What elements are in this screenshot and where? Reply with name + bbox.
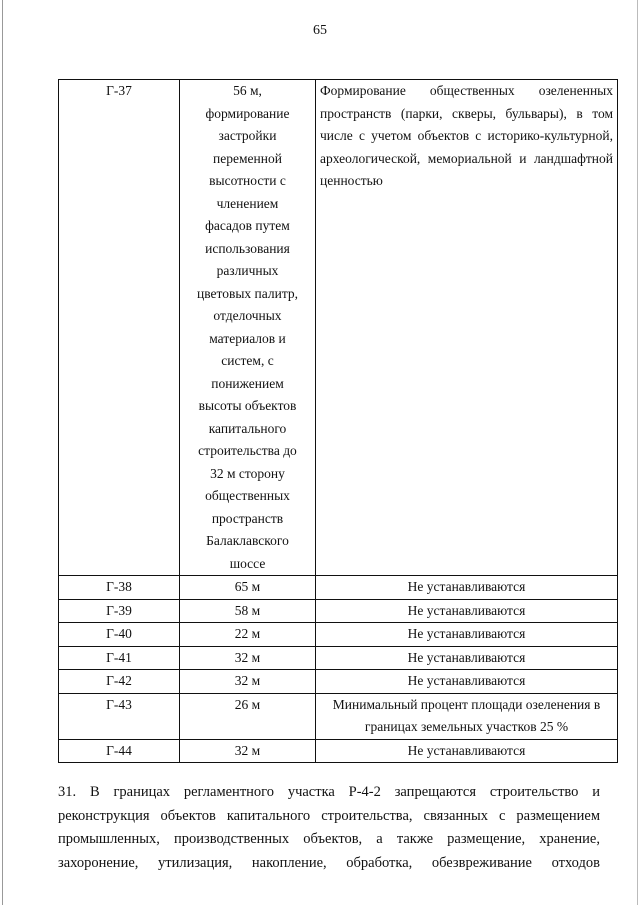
table-row xyxy=(59,739,618,763)
table-row xyxy=(59,623,618,647)
paragraph-line: реконструкция объектов капитального строительства, связанных с размещением xyxy=(58,807,600,824)
height-limit: 32 м xyxy=(180,670,316,694)
paragraph-line: промышленных, производственных объектов, а также размещение, хранение, xyxy=(58,831,600,847)
zone-code: Г-39 xyxy=(59,599,180,623)
table-row xyxy=(59,693,618,739)
greening-requirement: Не устанавливаются xyxy=(316,576,618,600)
zone-code: Г-37 xyxy=(59,80,180,576)
greening-requirement: Не устанавливаются xyxy=(316,670,618,694)
scan-border-right xyxy=(637,0,638,905)
greening-requirement: Минимальный процент площади озеленения в границах земельных участков 25 % xyxy=(316,693,618,739)
table-row xyxy=(59,599,618,623)
table-row xyxy=(59,646,618,670)
zone-code: Г-44 xyxy=(59,739,180,763)
greening-requirement: Формирование общественных озелененных пространств (парки, скверы, бульвары), в том числе с учетом объектов с историко-культурной, археологической, мемориальной и ландшафтной ценностью xyxy=(316,80,618,576)
zone-code: Г-41 xyxy=(59,646,180,670)
zone-code: Г-42 xyxy=(59,670,180,694)
zone-code: Г-40 xyxy=(59,623,180,647)
scan-border-left xyxy=(2,0,3,905)
height-limit: 32 м xyxy=(180,646,316,670)
height-limit: 32 м xyxy=(180,739,316,763)
paragraph-line: 31. В границах регламентного участка Р-4-2 запрещаются строительство и xyxy=(58,784,600,800)
height-limit: 65 м xyxy=(180,576,316,600)
greening-requirement: Не устанавливаются xyxy=(316,739,618,763)
greening-requirement: Не устанавливаются xyxy=(316,599,618,623)
greening-requirement: Не устанавливаются xyxy=(316,646,618,670)
paragraph-line: захоронение, утилизация, накопление, обработка, обезвреживание отходов xyxy=(58,854,600,871)
greening-requirement: Не устанавливаются xyxy=(316,623,618,647)
height-limit: 56 м, формирование застройки переменной высотности с членением фасадов путем использования различных цветовых палитр, отделочных материалов и систем, с понижением высоты объектов капитального строительства до 32 м сторону общественных пространств Балаклавского шоссе xyxy=(180,80,316,576)
paragraph-31 xyxy=(58,781,600,875)
zone-code: Г-43 xyxy=(59,693,180,739)
height-limit: 58 м xyxy=(180,599,316,623)
height-limit: 22 м xyxy=(180,623,316,647)
height-limit: 26 м xyxy=(180,693,316,739)
table-row xyxy=(59,670,618,694)
page-number: 65 xyxy=(313,23,327,38)
table-row xyxy=(59,80,618,576)
zone-code: Г-38 xyxy=(59,576,180,600)
regulations-table xyxy=(58,79,618,763)
table-row xyxy=(59,576,618,600)
